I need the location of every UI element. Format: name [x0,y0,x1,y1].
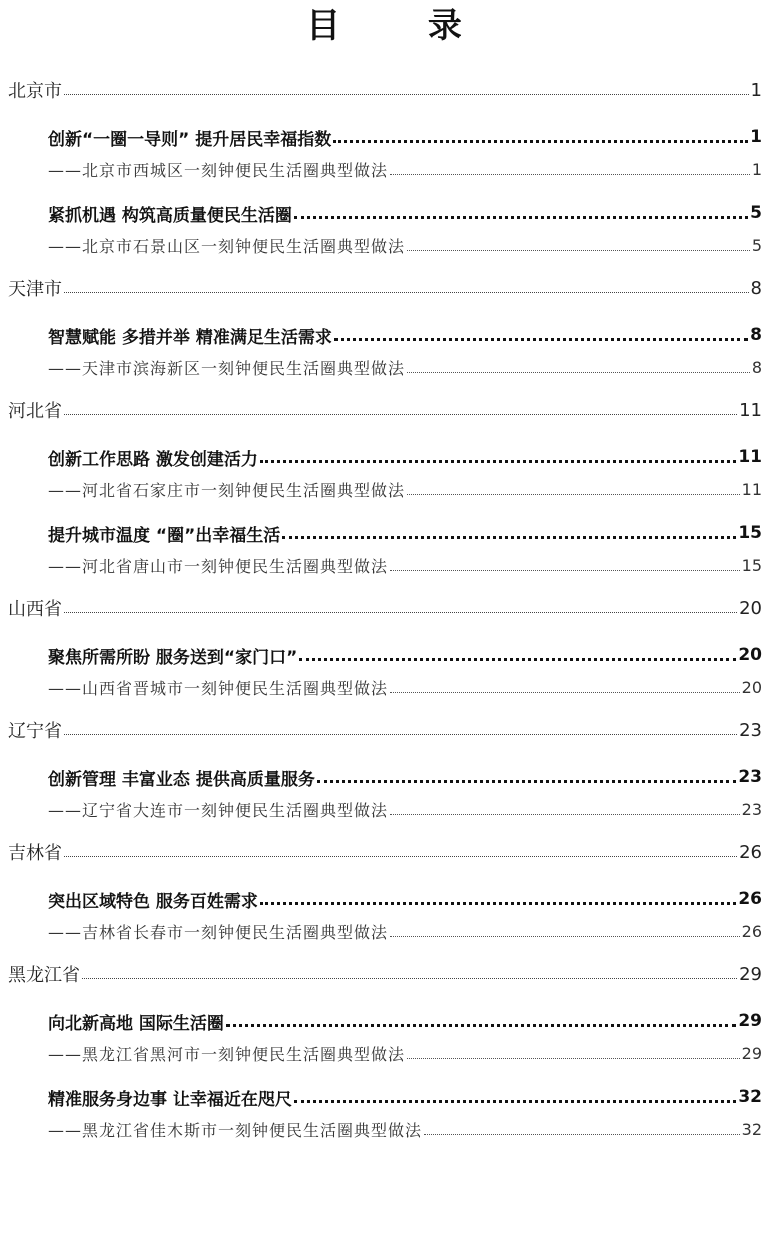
dot-leader [299,658,736,661]
dot-leader [407,1058,740,1059]
dot-leader [294,1100,736,1103]
toc-entry-title: 智慧赋能 多措并举 精准满足生活需求 [48,327,332,348]
dot-leader [294,216,748,219]
section-gap [0,824,768,834]
toc-page-number: 23 [741,799,762,819]
section-gap [0,946,768,956]
dot-leader [333,140,748,143]
toc-heading-entry[interactable] [0,516,762,550]
dot-leader [64,292,749,293]
dot-leader [64,94,749,95]
dot-leader [407,494,740,495]
toc-page-number: 29 [741,1043,762,1063]
toc-page-number: 20 [739,597,762,619]
toc-region-entry[interactable] [0,270,762,306]
toc-entry-title: 山西省 [8,599,62,620]
toc-entry-title: 创新管理 丰富业态 提供高质量服务 [48,769,315,790]
page-title: 目 录 [306,6,500,46]
toc-region-entry[interactable] [0,834,762,870]
toc-heading-entry[interactable] [0,882,762,916]
toc-page-number: 20 [741,677,762,697]
toc-page-number: 32 [738,1087,762,1107]
toc-page-number: 23 [738,767,762,787]
dot-leader [82,978,737,979]
section-gap [0,382,768,392]
dot-leader [407,372,750,373]
dot-leader [260,902,736,905]
toc-page-number: 26 [741,921,762,941]
dot-leader [424,1134,740,1135]
toc-heading-entry[interactable] [0,1080,762,1114]
toc-entry-title: 吉林省 [8,843,62,864]
toc-entry-title: 黑龙江省 [8,965,80,986]
toc-entry-title: 紧抓机遇 构筑高质量便民生活圈 [48,205,292,226]
toc-page-number: 32 [741,1119,762,1139]
dot-leader [390,174,750,175]
toc-page-number: 23 [739,719,762,741]
toc-region-entry[interactable] [0,392,762,428]
table-of-contents [0,72,768,1144]
toc-sub-entry[interactable] [0,1038,762,1068]
toc-page-number: 5 [750,203,762,223]
toc-page-number: 15 [741,555,762,575]
toc-region-entry[interactable] [0,956,762,992]
toc-page-number: 1 [750,79,762,101]
toc-entry-title: 创新“一圈一导则” 提升居民幸福指数 [48,129,332,150]
dot-leader [260,460,736,463]
toc-heading-entry[interactable] [0,440,762,474]
section-gap [0,702,768,712]
section-gap [0,260,768,270]
toc-entry-title: 聚焦所需所盼 服务送到“家门口” [48,647,298,668]
toc-entry-title: 辽宁省 [8,721,62,742]
toc-entry-title: 突出区域特色 服务百姓需求 [48,891,258,912]
dot-leader [226,1024,736,1027]
toc-sub-entry[interactable] [0,550,762,580]
toc-entry-title: 天津市 [8,279,62,300]
toc-page-number: 11 [739,399,762,421]
toc-heading-entry[interactable] [0,196,762,230]
toc-page-number: 26 [739,841,762,863]
toc-page-number: 11 [741,479,762,499]
toc-page-number: 1 [751,159,762,179]
toc-page-number: 26 [738,889,762,909]
dot-leader [64,734,737,735]
toc-heading-entry[interactable] [0,760,762,794]
dot-leader [64,414,737,415]
toc-heading-entry[interactable] [0,1004,762,1038]
toc-entry-title: ——辽宁省大连市一刻钟便民生活圈典型做法 [48,800,389,820]
section-gap [0,580,768,590]
toc-entry-title: ——黑龙江省佳木斯市一刻钟便民生活圈典型做法 [48,1120,423,1140]
toc-sub-entry[interactable] [0,1114,762,1144]
toc-page-number: 1 [750,127,762,147]
toc-entry-title: ——天津市滨海新区一刻钟便民生活圈典型做法 [48,358,406,378]
toc-entry-title: ——河北省唐山市一刻钟便民生活圈典型做法 [48,556,389,576]
dot-leader [390,570,740,571]
dot-leader [317,780,736,783]
toc-entry-title: ——黑龙江省黑河市一刻钟便民生活圈典型做法 [48,1044,406,1064]
toc-sub-entry[interactable] [0,154,762,184]
toc-entry-title: ——北京市石景山区一刻钟便民生活圈典型做法 [48,236,406,256]
toc-page-number: 20 [738,645,762,665]
toc-page-number: 8 [750,277,762,299]
toc-page-number: 15 [738,523,762,543]
toc-page-number: 8 [751,357,762,377]
dot-leader [390,692,740,693]
dot-leader [390,936,740,937]
toc-sub-entry[interactable] [0,352,762,382]
toc-page-number: 5 [751,235,762,255]
toc-entry-title: ——山西省晋城市一刻钟便民生活圈典型做法 [48,678,389,698]
toc-sub-entry[interactable] [0,794,762,824]
toc-heading-entry[interactable] [0,120,762,154]
toc-entry-title: 创新工作思路 激发创建活力 [48,449,258,470]
toc-sub-entry[interactable] [0,474,762,504]
dot-leader [390,814,740,815]
toc-sub-entry[interactable] [0,916,762,946]
dot-leader [282,536,736,539]
toc-heading-entry[interactable] [0,318,762,352]
toc-heading-entry[interactable] [0,638,762,672]
toc-entry-title: 北京市 [8,81,62,102]
toc-entry-title: 精准服务身边事 让幸福近在咫尺 [48,1089,292,1110]
dot-leader [407,250,750,251]
dot-leader [64,856,737,857]
toc-page-number: 11 [738,447,762,467]
toc-entry-title: 提升城市温度 “圈”出幸福生活 [48,525,281,546]
toc-sub-entry[interactable] [0,672,762,702]
toc-region-entry[interactable] [0,590,762,626]
toc-region-entry[interactable] [0,72,762,108]
toc-page-number: 8 [750,325,762,345]
toc-entry-title: 河北省 [8,401,62,422]
toc-page-number: 29 [738,1011,762,1031]
toc-entry-title: ——河北省石家庄市一刻钟便民生活圈典型做法 [48,480,406,500]
dot-leader [64,612,737,613]
toc-region-entry[interactable] [0,712,762,748]
toc-sub-entry[interactable] [0,230,762,260]
toc-entry-title: ——吉林省长春市一刻钟便民生活圈典型做法 [48,922,389,942]
toc-entry-title: 向北新高地 国际生活圈 [48,1013,224,1034]
toc-entry-title: ——北京市西城区一刻钟便民生活圈典型做法 [48,160,389,180]
dot-leader [334,338,748,341]
toc-page-number: 29 [739,963,762,985]
